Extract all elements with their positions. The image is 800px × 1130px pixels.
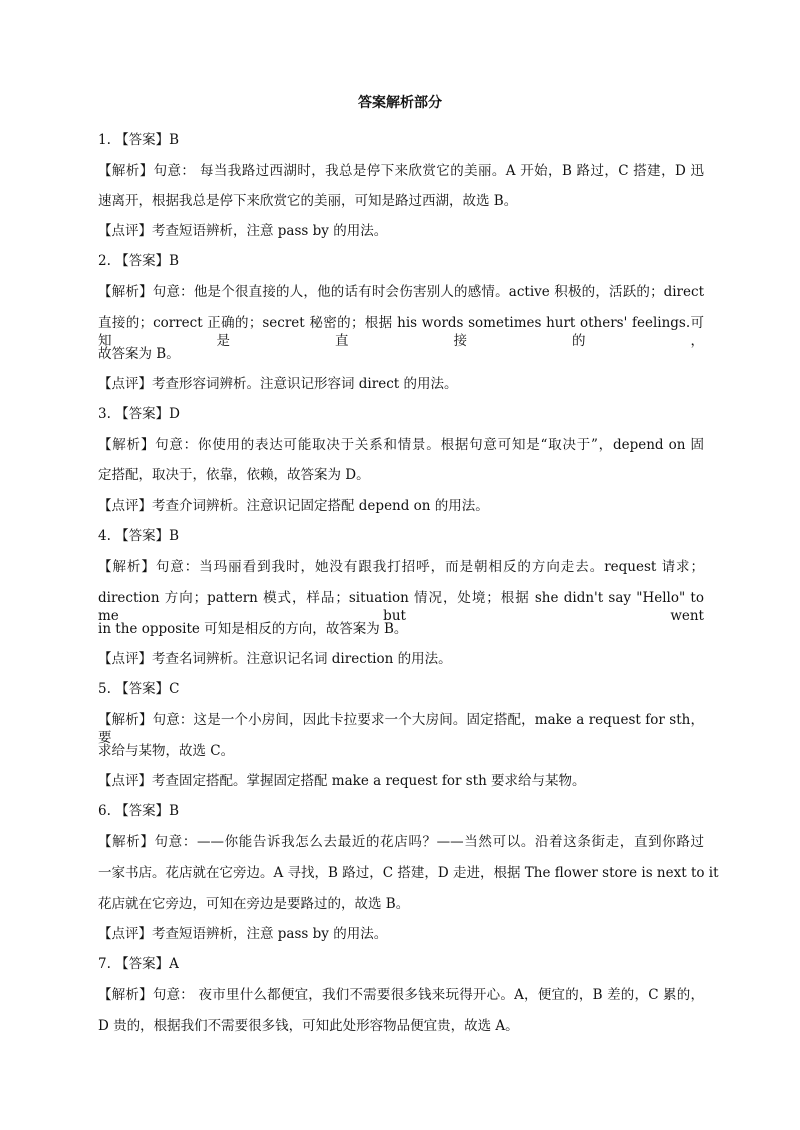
answer-5: 5. 【答案】C: [98, 681, 180, 697]
analysis-4-line-1: 【解析】句意：当玛丽看到我时，她没有跟我打招呼，而是朝相反的方向走去。request 请求；: [98, 559, 704, 575]
analysis-3-line-1: 【解析】句意：你使用的表达可能取决于关系和情景。根据句意可知是“取决于”，depend on 固: [98, 437, 704, 453]
analysis-4-line-3: in the opposite 可知是相反的方向，故答案为 B。: [98, 621, 408, 637]
answer-6: 6. 【答案】B: [98, 803, 180, 819]
comment-6: 【点评】考查短语辨析，注意 pass by 的用法。: [98, 926, 388, 942]
page-title: 答案解析部分: [358, 95, 442, 111]
analysis-2-line-1: 【解析】句意：他是个很直接的人，他的话有时会伤害别人的感情。active 积极的，活跃的；direct: [98, 284, 704, 300]
analysis-4-line-2: direction 方向；pattern 模式，样品；situation 情况，处境；根据 she didn't say "Hello" to me but went: [98, 590, 704, 624]
analysis-7-line-2: D 贵的，根据我们不需要很多钱，可知此处形容物品便宜贵，故选 A。: [98, 1018, 519, 1034]
comment-2: 【点评】考查形容词辨析。注意识记形容词 direct 的用法。: [98, 376, 458, 392]
analysis-5-line-2: 求给与某物，故选 C。: [98, 743, 235, 759]
comment-3: 【点评】考查介词辨析。注意识记固定搭配 depend on 的用法。: [98, 498, 489, 514]
analysis-1-line-1: 【解析】句意： 每当我路过西湖时，我总是停下来欣赏它的美丽。A 开始，B 路过，C 搭建，D 迅: [98, 163, 704, 179]
analysis-6-line-1: 【解析】句意：——你能告诉我怎么去最近的花店吗？——当然可以。沿着这条街走，直到你路过: [98, 834, 704, 850]
analysis-6-line-3: 花店就在它旁边，可知在旁边是要路过的，故选 B。: [98, 896, 410, 912]
analysis-2-line-3: 故答案为 B。: [98, 346, 180, 362]
analysis-5-line-1: 【解析】句意：这是一个小房间，因此卡拉要求一个大房间。固定搭配，make a request for sth，要: [98, 712, 704, 746]
answer-4: 4. 【答案】B: [98, 528, 180, 544]
analysis-7-line-1: 【解析】句意： 夜市里什么都便宜，我们不需要很多钱来玩得开心。A，便宜的，B 差的，C 累的，: [98, 987, 704, 1003]
answer-1: 1. 【答案】B: [98, 132, 180, 148]
analysis-2-line-2: 直接的；correct 正确的；secret 秘密的；根据 his words sometimes hurt others' feelings.可知是直接的，: [98, 315, 704, 349]
answer-3: 3. 【答案】D: [98, 406, 180, 422]
analysis-1-line-2: 速离开，根据我总是停下来欣赏它的美丽，可知是路过西湖，故选 B。: [98, 193, 518, 209]
comment-1: 【点评】考查短语辨析，注意 pass by 的用法。: [98, 223, 388, 239]
comment-4: 【点评】考查名词辨析。注意识记名词 direction 的用法。: [98, 651, 452, 667]
comment-5: 【点评】考查固定搭配。掌握固定搭配 make a request for sth 要求给与某物。: [98, 773, 586, 789]
analysis-6-line-2: 一家书店。花店就在它旁边。A 寻找，B 路过，C 搭建，D 走进，根据 The flower store is next to it: [98, 865, 719, 881]
answer-2: 2. 【答案】B: [98, 253, 180, 269]
answer-7: 7. 【答案】A: [98, 956, 179, 972]
analysis-3-line-2: 定搭配，取决于，依靠，依赖，故答案为 D。: [98, 467, 370, 483]
